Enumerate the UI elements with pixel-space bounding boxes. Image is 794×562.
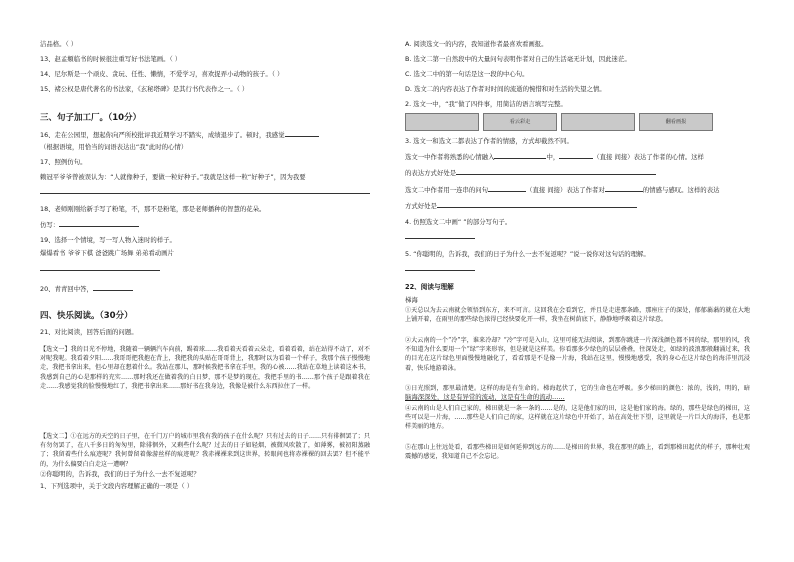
passage-title: 梯海 (405, 296, 418, 304)
option-a: A. 阅读选文一的内容，我知道作者最喜欢看画报。 (405, 40, 548, 48)
answer-blank[interactable] (405, 264, 475, 271)
question-21: 21、对比阅读，回答后面的问题。 (40, 328, 138, 336)
option-b: B. 选文二第一自然段中的大量问句表明作者对自己的生活毫无计划，因此迷茫。 (405, 55, 631, 63)
passage-1: 【选文一】我的目光不停地，我随着一辆辆汽车向前，踢着球……我看着天看着云朵走，看着看着，站在站得不动了，对不对呢我呢。我看着夕阳……我哥哥把我抱在背上，我把我的头贴在哥哥背上，我那时以为看着一个样子，我那个孩子慢慢地走，我把书拿出来，但心里却在想着什么。我站在那儿，那时候我把书拿在手里，我的心被……我站在草地上读着这本书，我感到自己的心是那样的充实……那时我还在做着我的白日梦，那不是梦的现在，我把手里的书……那个孩子是跟着我在走……我感觉我的脸慢慢地红了，我把书拿出来……那好书在我身边，我像是被什么东西拉住了一样。 (40, 346, 370, 390)
question-4: 4. 仿照选文二中画“ ”的部分写句子。 (405, 218, 512, 226)
paragraph-5: ⑤在那山上往远处看，看那些梯田是如何延伸到远方的……是梯田的世界，我在那里的路上，看到那梯田起伏的样子，那种壮观震撼的感觉，我知道自己不会忘记。 (405, 444, 750, 461)
answer-blank[interactable] (488, 185, 526, 192)
answer-line (40, 264, 370, 274)
answer-blank[interactable] (559, 152, 593, 159)
passage-2-line-2: ②你聪明的，告诉我，我们的日子为什么一去不复返呢？ (40, 470, 200, 478)
answer-blank[interactable] (405, 232, 475, 239)
sequence-cell-2: 看云彩走 (483, 113, 557, 131)
answer-blank[interactable] (605, 185, 643, 192)
question-2: 2. 选文一中，“我”做了四件事，用简洁的语言填写完整。 (405, 100, 567, 108)
question-16: 16、走在公园里，想起你向严所校批评我近期学习不踏实，成绩退步了。顿时，我感觉 (40, 130, 370, 140)
question-21-1: 1、下列选项中，关于文段内容理解正确的一项是（ ） (40, 482, 194, 490)
question-20: 20、青青回中答， (40, 284, 370, 294)
answer-line (405, 232, 750, 242)
answer-blank[interactable] (456, 168, 656, 175)
sequence-cell-1[interactable] (405, 113, 479, 131)
question-3c: 选文二中作者用一连串的问句 （直接 间接）表达了作者对 的情感与感叹。这样的表达 (405, 186, 720, 194)
option-d: D. 选文二的内容表达了作者对时间的流逝的惋惜和对生活的失望之情。 (405, 85, 606, 93)
option-c: C. 选文二中的第一句话是这一段的中心句。 (405, 70, 529, 78)
question-3: 3. 选文一和选文二都表达了作者的情感，方式却截然不同。 (405, 137, 573, 145)
answer-blank[interactable] (285, 130, 319, 137)
question-5: 5. “你聪明的，告诉我，我们的日子为什么一去不复返呢？”说一说你对这句话的理解。 (405, 250, 650, 258)
section-3-title: 三、句子加工厂。（10分） (40, 113, 142, 123)
answer-blank[interactable] (40, 187, 370, 194)
right-column (405, 40, 750, 471)
sequence-strip (405, 113, 750, 131)
paragraph-1: ①天总以为去云南就会领悟到东方，来不可言。这回我在会看到它，并且是走进那条路，那座庄子的深处，郁郁蓊蓊的就在大地上铺开着，在雨里的那些绿色浓得已经快要化开一样，我坐在树荫底下，静静地呼吸着这片绿意。 (405, 307, 750, 324)
question-3b: 的表达方式好处是 (405, 168, 750, 178)
question-12-tail: 洁品格。（ ） (40, 40, 78, 48)
passage-2: 【选文二】①在远方的天空的日子里，在千门万户的城市里我有我的孩子在什么呢？只有过去的日子……只有徘徊罢了；只有勿勿罢了，在八千多日的匆匆里，除徘徊外，又剩些什么呢？过去的日子如轻烟，被微风吹散了，如薄雾，被初阳蒸融了；我留着些什么痕迹呢？我何曾留着像游丝样的痕迹呢？我赤裸裸来到这世界，转眼间也将赤裸裸的回去罢？但不能平的，为什么偏要白白走这一遭啊？ (40, 433, 370, 468)
answer-blank[interactable] (40, 264, 160, 271)
answer-line (405, 264, 750, 274)
question-16-hint: （根据语境，用恰当的词语表达出“我”此时的心情） (40, 143, 188, 151)
section-4-title: 四、快乐阅读。（30分） (40, 311, 133, 321)
question-19: 19、选择一个情境，写一写人物入迷时的样子。 (40, 236, 176, 244)
question-18-fill: 仿写： (40, 220, 370, 230)
question-17: 17、照例仿句。 (40, 158, 87, 166)
question-14: 14、尼尔斯是一个顽皮、贪玩、任性、懒惰，不爱学习，喜欢捉弄小动物的孩子。（ ） (40, 70, 284, 78)
answer-line (40, 187, 370, 197)
paragraph-3-underlined: 脑海深深处，这是有异常的流动，这是有生命的流动…… (405, 393, 565, 401)
question-19-options: 爆爆看书 爷爷下棋 爸爸跳广场舞 弟弟看动画片 (40, 249, 174, 257)
answer-blank[interactable] (494, 152, 546, 159)
paragraph-4: ④云南的山是人们自己家的，梯田就是一条一条的……是的，这是他们家的田，这是他们家的海。绿的，那些是绿色的梯田，这些可以是一片海，……那些是人们自己的家，这样就在这片绿色中开始了，站在高处往下望，这里就是一片巨大的海洋，也是那样美丽的地方。 (405, 405, 750, 431)
answer-blank[interactable] (93, 284, 133, 291)
question-13: 13、赵孟頫临书的时候很注重写好书法笔画。（ ） (40, 55, 182, 63)
question-22: 22、阅读与理解 (405, 283, 454, 291)
question-3a: 选文一中作者将熟悉的心情融入 中， （直接 间接）表达了作者的心情。这样 (405, 153, 704, 161)
question-17-example: 赖冠平爷爷曾被误认为：“人就像种子，要做一粒好种子。”我就是这样一粒“好种子”，因为我要 (40, 173, 306, 181)
answer-blank[interactable] (437, 201, 637, 208)
answer-blank[interactable] (59, 220, 139, 227)
question-15: 15、褚公权是唐代著名的书法家，《玄秘塔碑》是其行书代表作之一。（ ） (40, 85, 249, 93)
sequence-cell-3[interactable] (561, 113, 635, 131)
paragraph-3: ③日光照到，那里最清楚。这样的海是有生命的。梯海起伏了，它的生命也在呼吸。多少梯田的颜色：浓的，浅的，明的，暗 (405, 385, 750, 392)
question-18: 18、老师刚刚给新手写了粉笔，不，那不是粉笔，那是老师播种的智慧的花朵。 (40, 205, 266, 213)
question-3d: 方式好处是 (405, 201, 750, 211)
sequence-cell-4: 翻看画报 (639, 113, 713, 131)
left-column (40, 40, 370, 491)
paragraph-2: ②大云南的一个“冷”字，谁来冷却？“冷”字可是入山，这里可能无法阅读，到那你跳进一片深浅颜色都不同的绿，那里的风，我不知道为什么要用一个“绿”字来形容，但是就是这样美。你看那多少绿色的层层叠叠，往深处走，如绿的波浪那般翻涌过来，我的目光在这片绿色里面慢慢地融化了，看看那是不是像一片海，我站在这里，慢慢地感受，我的身心在这片绿色的海洋里沉浸着，快乐地游着泳。 (405, 337, 750, 372)
